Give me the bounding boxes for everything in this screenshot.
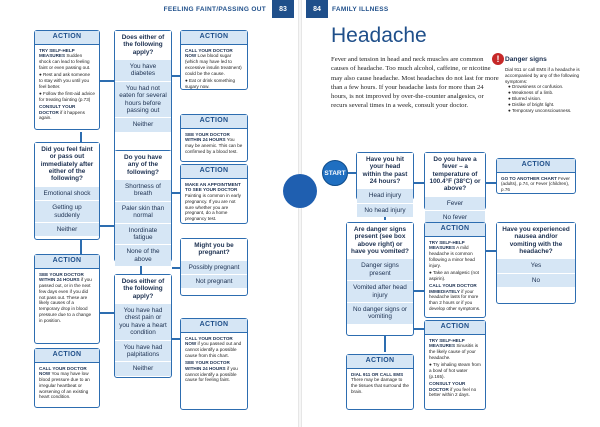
flow-line: [100, 312, 114, 314]
action-cannot-identify: ACTION CALL YOUR DOCTOR NOW if you passed out and cannot identify a possible cause from this chart. SEE YOUR DOCTOR WITHIN 24 HOURS if you cannot identify a possible cause for feeling faint.: [180, 318, 248, 410]
option-neither[interactable]: Neither: [115, 361, 171, 375]
option-emotional-shock[interactable]: Emotional shock: [35, 186, 99, 200]
question-faint: Did you feel faint or pass out immediately after either of the following? Emotional shock Getting up suddenly Neither: [34, 142, 100, 240]
option-yes[interactable]: Yes: [497, 258, 575, 272]
flow-line: [384, 336, 386, 352]
option-vomited[interactable]: Vomited after head injury: [347, 280, 413, 302]
action-self-help-shock: ACTION TRY SELF-HELP MEASURES Sudden shock can lead to feeling faint or even passing out. ● Rest and ask someone to stay with you until you feel better. ● Follow the first-aid advice for treating fainting (p.73) CONSULT YOUR DOCTOR if it happens again.: [34, 30, 100, 130]
flow-line: [414, 328, 424, 330]
option-neither[interactable]: Neither: [35, 222, 99, 236]
left-header: FEELING FAINT/PASSING OUT: [160, 0, 270, 18]
option-paler-skin[interactable]: Paler skin than normal: [115, 201, 171, 223]
option-fatigue[interactable]: Inordinate fatigue: [115, 223, 171, 245]
flow-line: [80, 240, 82, 254]
question-diabetes: Does either of the following apply? You have diabetes You had not eaten for several hours before passing out Neither: [114, 30, 172, 156]
question-head-injury: Have you hit your head within the past 24 hours? Head injury No head injury: [356, 152, 414, 200]
option-possibly-pregnant[interactable]: Possibly pregnant: [181, 260, 247, 274]
question-pregnant: Might you be pregnant? Possibly pregnant Not pregnant: [180, 238, 248, 296]
option-not-eaten[interactable]: You had not eaten for several hours before passing out: [115, 81, 171, 117]
flow-line: [100, 225, 114, 227]
option-chest-pain[interactable]: You have had chest pain or you have a heart condition: [115, 303, 171, 339]
action-pregnancy: ACTION MAKE AN APPOINTMENT TO SEE YOUR DOCTOR Fainting is common in early pregnancy. If you are not sure whether you are pregnant, do a home pregnancy test.: [180, 164, 248, 224]
flow-line: [414, 182, 424, 184]
flow-line: [172, 75, 180, 77]
flow-line: [172, 338, 180, 340]
flow-line: [172, 192, 180, 194]
flow-line: [414, 290, 424, 292]
right-page-number: 84: [306, 0, 328, 18]
option-diabetes[interactable]: You have diabetes: [115, 59, 171, 81]
option-no-head-injury[interactable]: No head injury: [357, 203, 413, 217]
question-fever: Do you have a fever – a temperature of 100.4°F (38°C) or above? Fever No fever: [424, 152, 486, 210]
action-anemic: ACTION SEE YOUR DOCTOR WITHIN 24 HOURS You may be anemic. This can be confirmed by a blood test.: [180, 114, 248, 162]
book-spine: [298, 0, 302, 427]
option-fever[interactable]: Fever: [425, 196, 485, 210]
option-no[interactable]: No: [497, 273, 575, 287]
right-header: FAMILY ILLNESS: [332, 0, 452, 18]
flow-line: [486, 182, 496, 184]
option-getting-up[interactable]: Getting up suddenly: [35, 200, 99, 222]
page-tab-marker: [283, 174, 317, 208]
action-sinusitis: ACTION TRY SELF-HELP MEASURES Sinusitis is the likely cause of your headache. ● Try inhaling steam from a bowl of hot water (p.165). CONSULT YOUR DOCTOR if you feel no better within 2 days.: [424, 320, 486, 410]
action-low-blood-sugar: ACTION CALL YOUR DOCTOR NOW Low blood sugar (which may have led to excessive insulin treatment) could be the cause. ● Eat or drink something sugary now.: [180, 30, 248, 90]
left-page-number: 83: [272, 0, 294, 18]
option-head-injury[interactable]: Head injury: [357, 188, 413, 202]
flow-line: [100, 80, 114, 82]
option-none[interactable]: None of the above: [115, 244, 171, 266]
question-heart: Does either of the following apply? You have had chest pain or you have a heart condition You have had palpitations Neither: [114, 274, 172, 378]
danger-signs-box: Danger signs Dial 911 or call EMS if a headache is accompanied by any of the following symptoms: ● Drowsiness or confusion. ● Weakness of a limb. ● Blurred vision. ● Dislike of bright light. ● Temporary unconsciousness.: [505, 56, 580, 114]
action-irregular-heartbeat: ACTION CALL YOUR DOCTOR NOW You may have low blood pressure due to an irregular heartbeat or worsening of an existing heart condition.: [34, 348, 100, 408]
option-palpitations[interactable]: You have had palpitations: [115, 340, 171, 362]
option-danger-signs[interactable]: Danger signs present: [347, 258, 413, 280]
action-fever-chart: ACTION GO TO ANOTHER CHART Fever (adults), p.74, or Fever (children), p.76: [496, 158, 576, 194]
flow-line: [172, 267, 180, 269]
question-nausea: Have you experienced nausea and/or vomiting with the headache? Yes No: [496, 222, 576, 304]
option-no-fever[interactable]: No fever: [425, 210, 485, 224]
flow-line: [348, 172, 356, 174]
page-title: Headache: [331, 24, 427, 47]
question-symptoms: Do you have any of the following? Shortness of breath Paler skin than normal Inordinate fatigue None of the above: [114, 150, 172, 262]
warning-icon: !: [492, 53, 504, 65]
action-dial-911: ACTION DIAL 911 OR CALL EMS There may be damage to the tissues that surround the brain.: [346, 354, 414, 410]
option-shortness-breath[interactable]: Shortness of breath: [115, 179, 171, 201]
start-marker: START: [322, 160, 348, 186]
option-not-pregnant[interactable]: Not pregnant: [181, 274, 247, 288]
option-neither[interactable]: Neither: [115, 117, 171, 131]
option-no-danger[interactable]: No danger signs or vomiting: [347, 302, 413, 324]
question-danger-signs: Are danger signs present (see box above right) or have you vomited? Danger signs present Vomited after head injury No danger signs or vomiting: [346, 222, 414, 336]
action-mild-headache: ACTION TRY SELF-HELP MEASURES A mild headache is common following a minor head injury. ● Take an analgesic (not aspirin). CALL YOUR DOCTOR IMMEDIATELY if your headache lasts for more than 2 hours or if you develop other symptoms.: [424, 222, 486, 318]
intro-paragraph: Fever and tension in head and neck muscles are common causes of headache. Too much alcohol, caffeine, or nicotine may also cause headache. Most headaches do not last for more than a few hours. If your headache lasts for more than 24 hours, is not improved by over-the-counter analgesics, or recurs several times in a week, consult your doctor.: [331, 56, 499, 110]
flow-line: [80, 132, 82, 142]
flow-line: [486, 250, 496, 252]
action-low-bp-position: ACTION SEE YOUR DOCTOR WITHIN 24 HOURS if you passed out, or in the next few days even if you did not pass out. These are likely causes of a temporary drop in blood pressure due to a change in position.: [34, 254, 100, 344]
